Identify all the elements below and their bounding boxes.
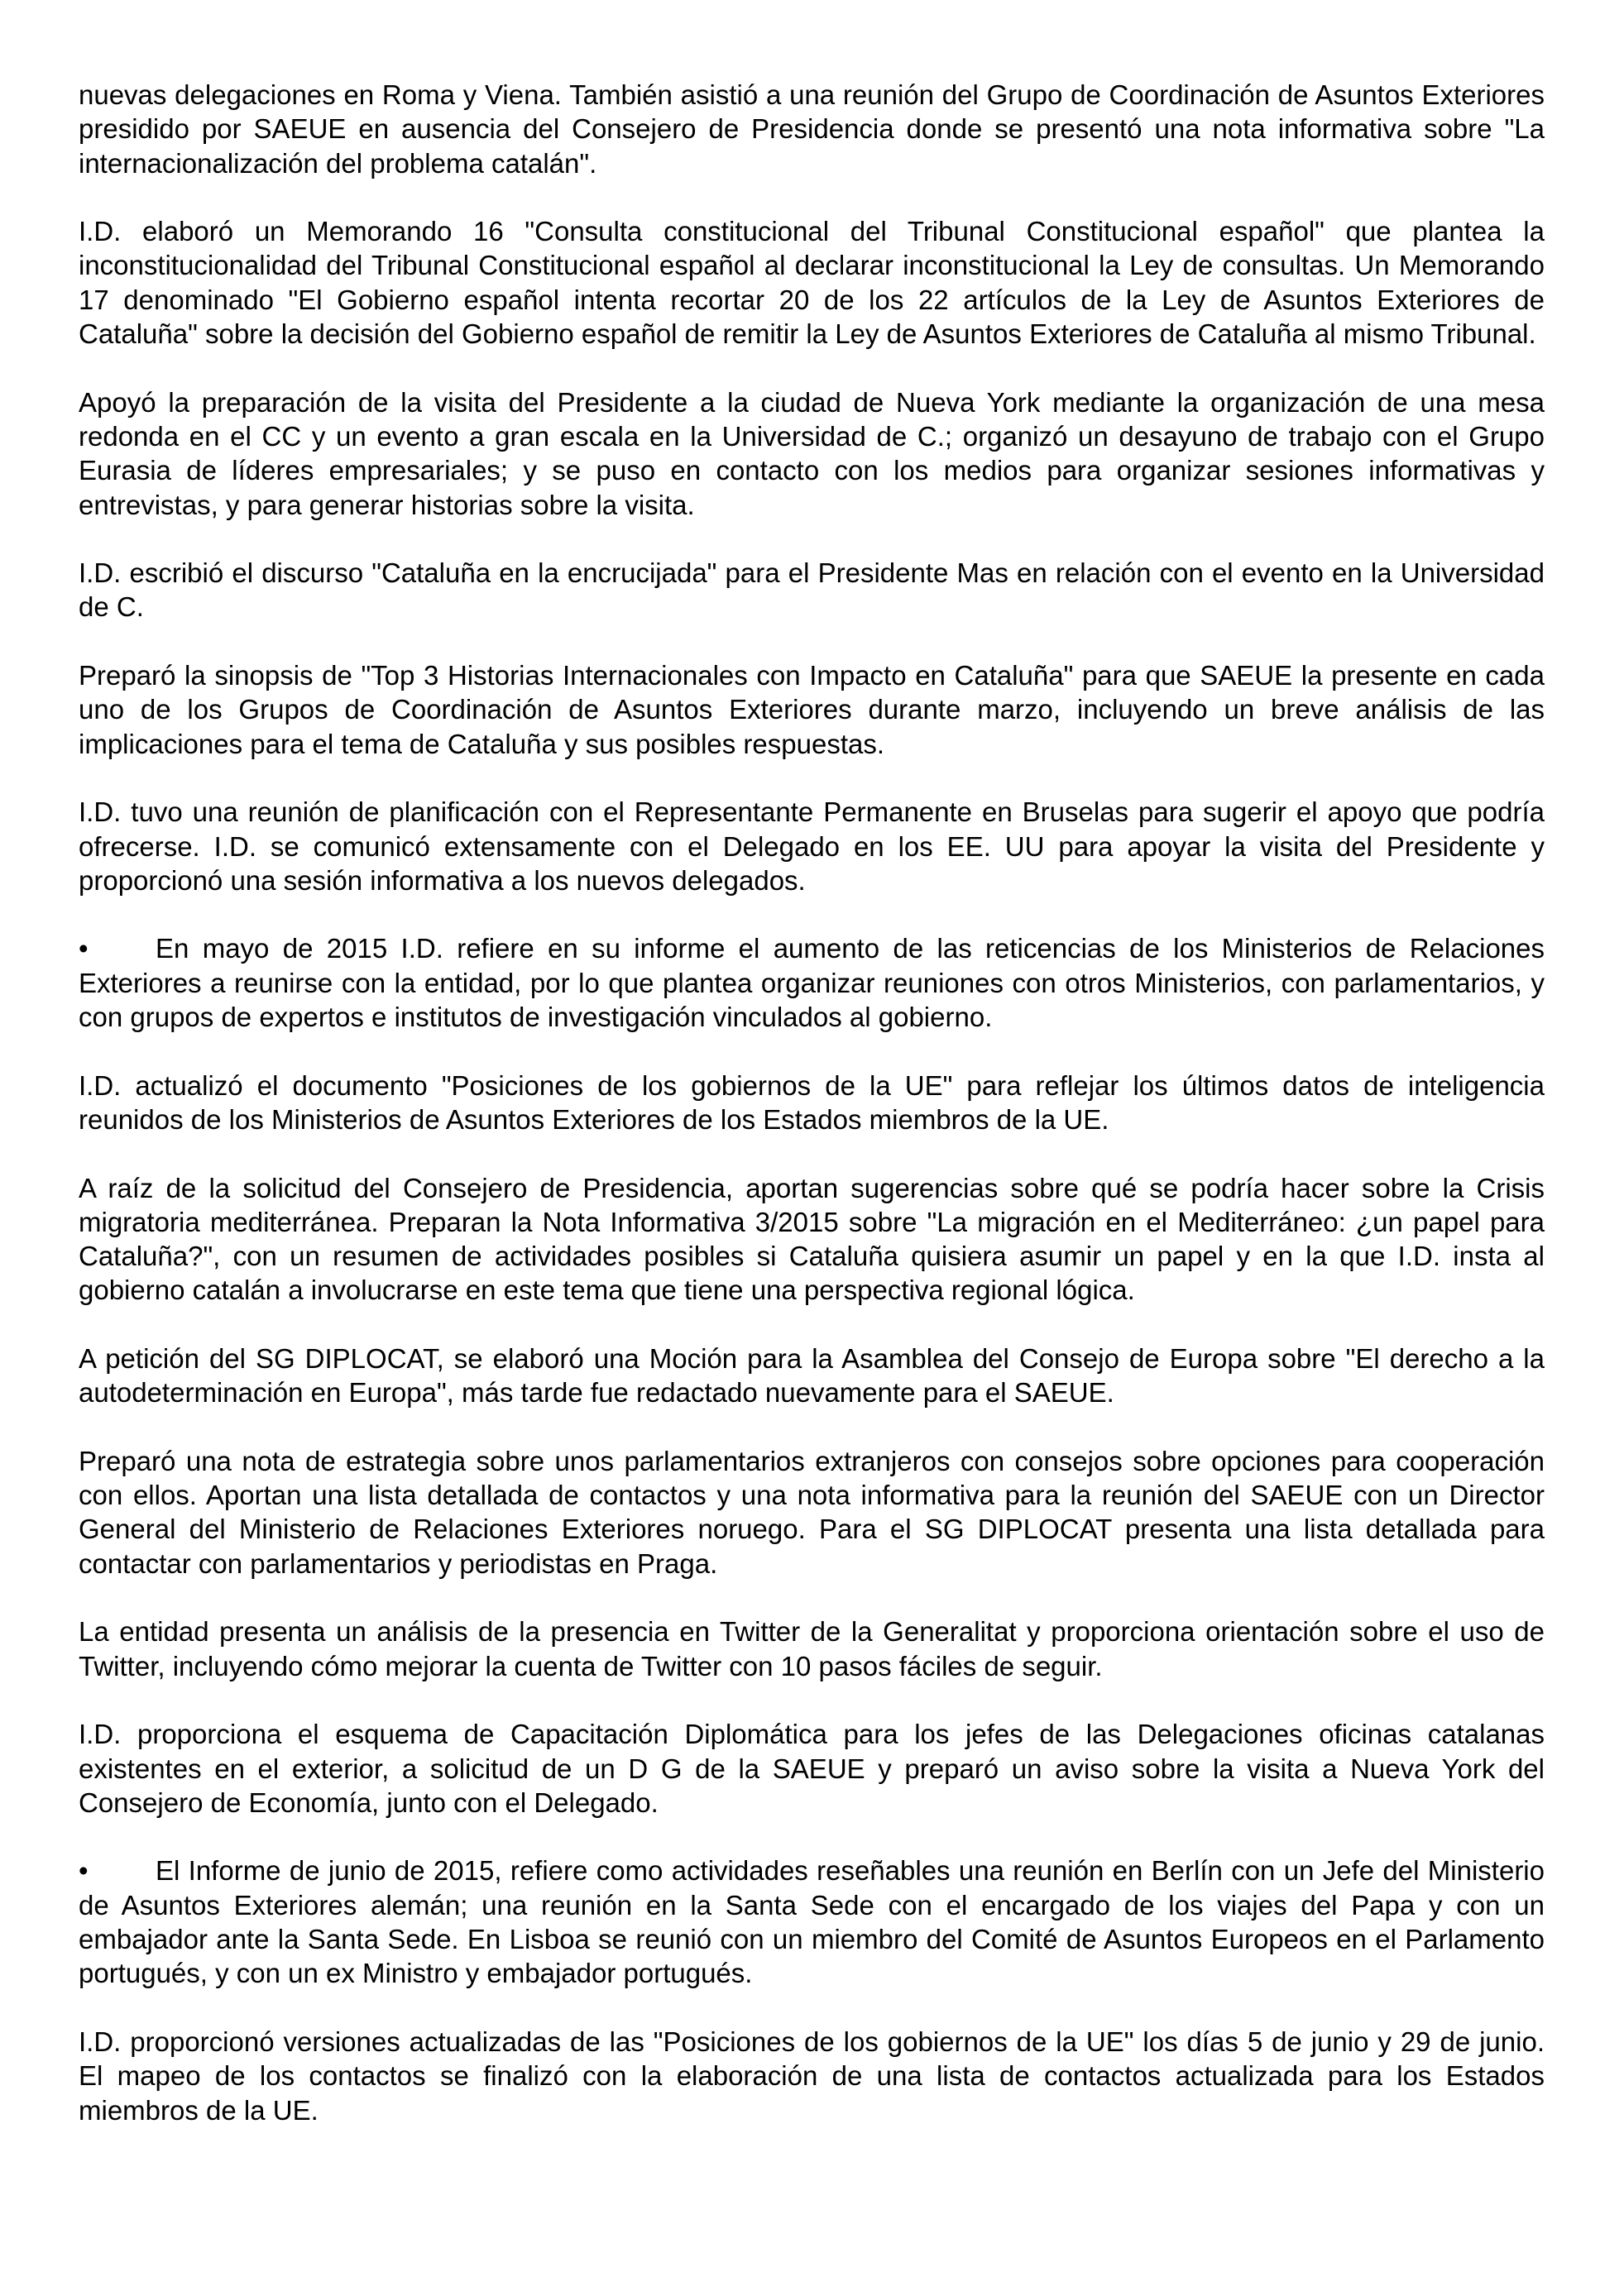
paragraph-text: A petición del SG DIPLOCAT, se elaboró una Moción para la Asamblea del Consejo de Europa sobre "El derecho a la autodeterminación en Europa", más tarde fue redactado nuevamente para el SAEUE. — [79, 1342, 1545, 1409]
bullet-icon: • — [79, 933, 89, 964]
paragraph-9 — [79, 1171, 1545, 1308]
paragraph-text: I.D. proporcionó versiones actualizadas de las "Posiciones de los gobiernos de la UE" los días 5 de junio y 29 de junio. El mapeo de los contactos se finalizó con la elaboración de una lista de contactos actualizada para los Estados miembros de la UE. — [79, 2026, 1545, 2126]
paragraph-2 — [79, 214, 1545, 351]
paragraph-15 — [79, 2025, 1545, 2127]
bullet-paragraph-1 — [79, 931, 1545, 1034]
paragraph-text: El Informe de junio de 2015, refiere como actividades reseñables una reunión en Berlín con un Jefe del Ministerio de Asuntos Exteriores alemán; una reunión en la Santa Sede con el encargado de los viajes del Papa y con un embajador ante la Santa Sede. En Lisboa se reunió con un miembro del Comité de Asuntos Europeos en el Parlamento portugués, y con un ex Ministro y embajador portugués. — [79, 1855, 1545, 1989]
paragraph-4 — [79, 556, 1545, 624]
document-page — [79, 78, 1545, 2127]
bullet-paragraph-2 — [79, 1854, 1545, 1990]
paragraph-text: En mayo de 2015 I.D. refiere en su informe el aumento de las reticencias de los Ministerios de Relaciones Exteriores a reunirse con la entidad, por lo que plantea organizar reuniones con otros Ministerios, con parlamentarios, y con grupos de expertos e institutos de investigación vinculados al gobierno. — [79, 933, 1545, 1033]
paragraph-13 — [79, 1717, 1545, 1820]
paragraph-text: I.D. tuvo una reunión de planificación con el Representante Permanente en Bruselas para sugerir el apoyo que podría ofrecerse. I.D. se comunicó extensamente con el Delegado en los EE. UU para apoyar la visita del Presidente y proporcionó una sesión informativa a los nuevos delegados. — [79, 796, 1545, 896]
paragraph-5 — [79, 658, 1545, 761]
paragraph-text: I.D. escribió el discurso "Cataluña en la encrucijada" para el Presidente Mas en relación con el evento en la Universidad de C. — [79, 557, 1545, 623]
paragraph-text: A raíz de la solicitud del Consejero de Presidencia, aportan sugerencias sobre qué se podría hacer sobre la Crisis migratoria mediterránea. Preparan la Nota Informativa 3/2015 sobre "La migración en el Mediterráneo: ¿un papel para Cataluña?", con un resumen de actividades posibles si Cataluña quisiera asumir un papel y en la que I.D. insta al gobierno catalán a involucrarse en este tema que tiene una perspectiva regional lógica. — [79, 1172, 1545, 1306]
paragraph-text: I.D. actualizó el documento "Posiciones de los gobiernos de la UE" para reflejar los últimos datos de inteligencia reunidos de los Ministerios de Asuntos Exteriores de los Estados miembros de la UE. — [79, 1069, 1545, 1135]
paragraph-text: Preparó la sinopsis de "Top 3 Historias Internacionales con Impacto en Cataluña" para que SAEUE la presente en cada uno de los Grupos de Coordinación de Asuntos Exteriores durante marzo, incluyendo un breve análisis de las implicaciones para el tema de Cataluña y sus posibles respuestas. — [79, 660, 1545, 759]
paragraph-text: La entidad presenta un análisis de la presencia en Twitter de la Generalitat y proporciona orientación sobre el uso de Twitter, incluyendo cómo mejorar la cuenta de Twitter con 10 pasos fáciles de seguir. — [79, 1616, 1545, 1681]
bullet-icon: • — [79, 1855, 89, 1887]
paragraph-text: Preparó una nota de estrategia sobre unos parlamentarios extranjeros con consejos sobre opciones para cooperación con ellos. Aportan una lista detallada de contactos y una nota informativa para la reunión del SAEUE con un Director General del Ministerio de Relaciones Exteriores noruego. Para el SG DIPLOCAT presenta una lista detallada para contactar con parlamentarios y periodistas en Praga. — [79, 1445, 1545, 1579]
paragraph-text: I.D. proporciona el esquema de Capacitación Diplomática para los jefes de las Delegaciones oficinas catalanas existentes en el exterior, a solicitud de un D G de la SAEUE y preparó un aviso sobre la visita a Nueva York del Consejero de Economía, junto con el Delegado. — [79, 1719, 1545, 1818]
paragraph-10 — [79, 1342, 1545, 1410]
paragraph-text: nuevas delegaciones en Roma y Viena. También asistió a una reunión del Grupo de Coordinación de Asuntos Exteriores presidido por SAEUE en ausencia del Consejero de Presidencia donde se presentó una nota informativa sobre "La internacionalización del problema catalán". — [79, 79, 1545, 179]
paragraph-12 — [79, 1614, 1545, 1683]
paragraph-text: I.D. elaboró un Memorando 16 "Consulta constitucional del Tribunal Constitucional español" que plantea la inconstitucionalidad del Tribunal Constitucional español al declarar inconstitucional la Ley de consultas. Un Memorando 17 denominado "El Gobierno español intenta recortar 20 de los 22 artículos de la Ley de Asuntos Exteriores de Cataluña" sobre la decisión del Gobierno español de remitir la Ley de Asuntos Exteriores de Cataluña al mismo Tribunal. — [79, 216, 1545, 350]
paragraph-6 — [79, 795, 1545, 897]
paragraph-text: Apoyó la preparación de la visita del Presidente a la ciudad de Nueva York mediante la organización de una mesa redonda en el CC y un evento a gran escala en la Universidad de C.; organizó un desayuno de trabajo con el Grupo Eurasia de líderes empresariales; y se puso en contacto con los medios para organizar sesiones informativas y entrevistas, y para generar historias sobre la visita. — [79, 386, 1545, 520]
paragraph-1 — [79, 78, 1545, 180]
paragraph-8 — [79, 1069, 1545, 1137]
paragraph-11 — [79, 1444, 1545, 1581]
paragraph-3 — [79, 385, 1545, 522]
